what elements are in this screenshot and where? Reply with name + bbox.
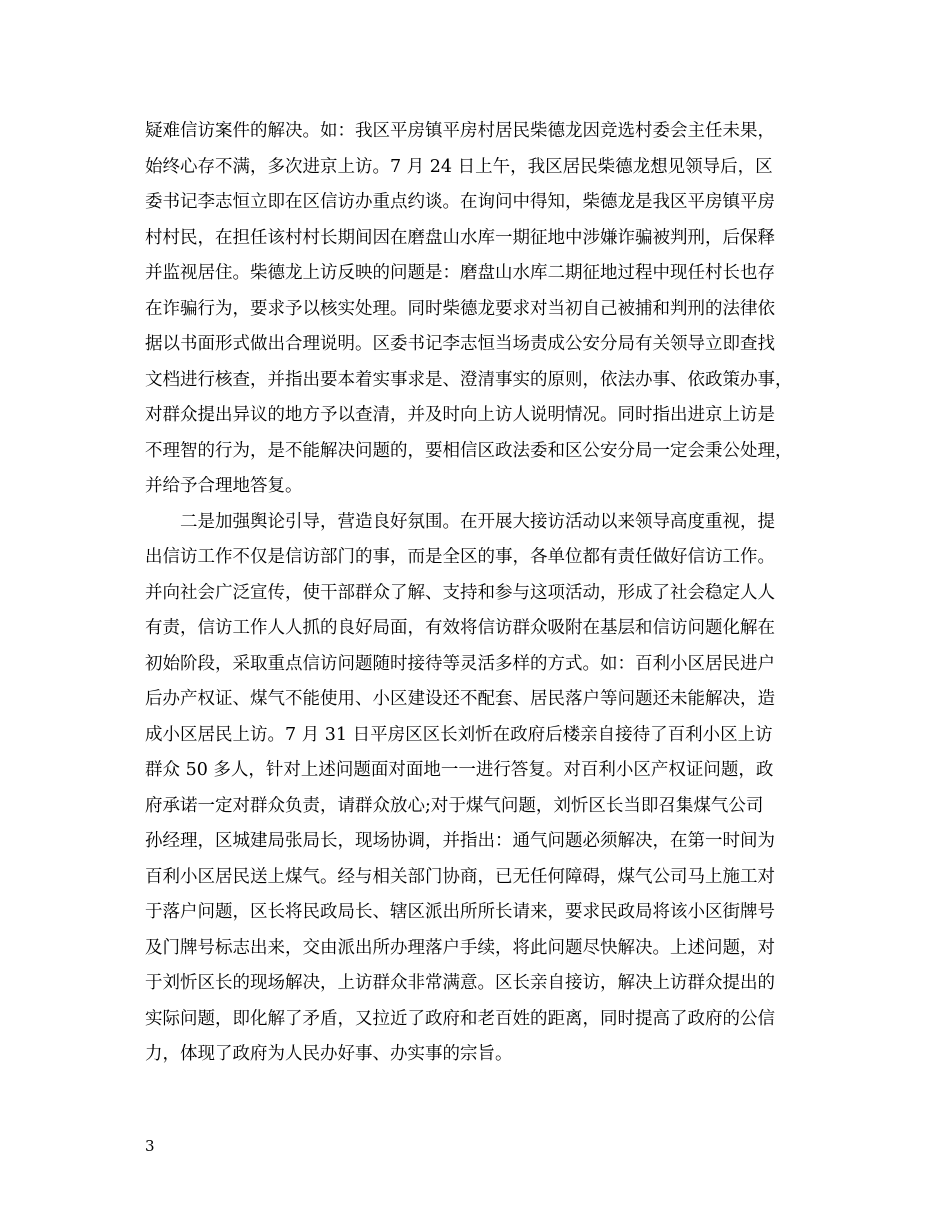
text-line: 对群众提出异议的地方予以查清，并及时向上访人说明情况。同时指出进京上访是 [145,405,775,425]
text-line: 实际问题，即化解了矛盾，又拉近了政府和老百姓的距离，同时提高了政府的公信 [145,1008,775,1029]
text-line: 委书记李志恒立即在区信访办重点约谈。在询问中得知，柴德龙是我区平房镇平房 [145,192,775,212]
text-line: 不理智的行为，是不能解决问题的，要相信区政法委和区公安分局一定会秉公处理， [145,440,793,461]
text-line: 后办产权证、煤气不能使用、小区建设还不配套、居民落户等问题还未能解决，造 [145,689,775,709]
text-line: 始终心存不满，多次进京上访。7 月 24 日上午，我区居民柴德龙想见领导后，区 [145,156,773,177]
text-line: 并监视居住。柴德龙上访反映的问题是：磨盘山水库二期征地过程中现任村长也存 [145,263,775,283]
text-line: 初始阶段，采取重点信访问题随时接待等灵活多样的方式。如：百利小区居民进户 [145,653,775,674]
text-line: 力，体现了政府为人民办好事、办实事的宗旨。 [145,1044,513,1064]
text-line: 并给予合理地答复。 [145,476,303,496]
body-text [145,114,825,1073]
text-line: 及门牌号标志出来，交由派出所办理落户手续，将此问题尽快解决。上述问题，对 [145,937,775,958]
text-line: 于刘忻区长的现场解决，上访群众非常满意。区长亲自接访，解决上访群众提出的 [145,973,775,993]
text-line: 在诈骗行为，要求予以核实处理。同时柴德龙要求对当初自己被捕和判刑的法律依 [145,298,775,319]
text-line: 于落户问题，区长将民政局长、辖区派出所所长请来，要求民政局将该小区街牌号 [145,902,775,922]
text-line: 有责，信访工作人人抓的良好局面，有效将信访群众吸附在基层和信访问题化解在 [145,618,775,638]
text-line: 文档进行核查，并指出要本着实事求是、澄清事实的原则，依法办事、依政策办事， [145,369,793,390]
text-line: 成小区居民上访。7 月 31 日平房区区长刘忻在政府后楼亲自接待了百利小区上访 [145,724,773,745]
text-line: 据以书面形式做出合理说明。区委书记李志恒当场责成公安分局有关领导立即查找 [145,334,775,354]
page-number: 3 [145,1137,155,1155]
text-line: 百利小区居民送上煤气。经与相关部门协商，已无任何障碍，煤气公司马上施工对 [145,866,775,887]
text-line: 疑难信访案件的解决。如：我区平房镇平房村居民柴德龙因竞选村委会主任未果， [145,121,775,141]
text-line: 村村民，在担任该村村长期间因在磨盘山水库一期征地中涉嫌诈骗被判刑，后保释 [145,227,775,248]
text-line: 府承诺一定对群众负责，请群众放心;对于煤气问题，刘忻区长当即召集煤气公司 [145,795,764,816]
text-line: 二是加强舆论引导，营造良好氛围。在开展大接访活动以来领导高度重视，提 [145,511,775,532]
text-line: 孙经理，区城建局张局长，现场协调，并指出：通气问题必须解决，在第一时间为 [145,831,775,851]
text-line: 出信访工作不仅是信访部门的事，而是全区的事，各单位都有责任做好信访工作。 [145,547,775,567]
text-line: 并向社会广泛宣传，使干部群众了解、支持和参与这项活动，形成了社会稳定人人 [145,582,775,603]
text-line: 群众 50 多人，针对上述问题面对面地一一进行答复。对百利小区产权证问题，政 [145,760,774,780]
